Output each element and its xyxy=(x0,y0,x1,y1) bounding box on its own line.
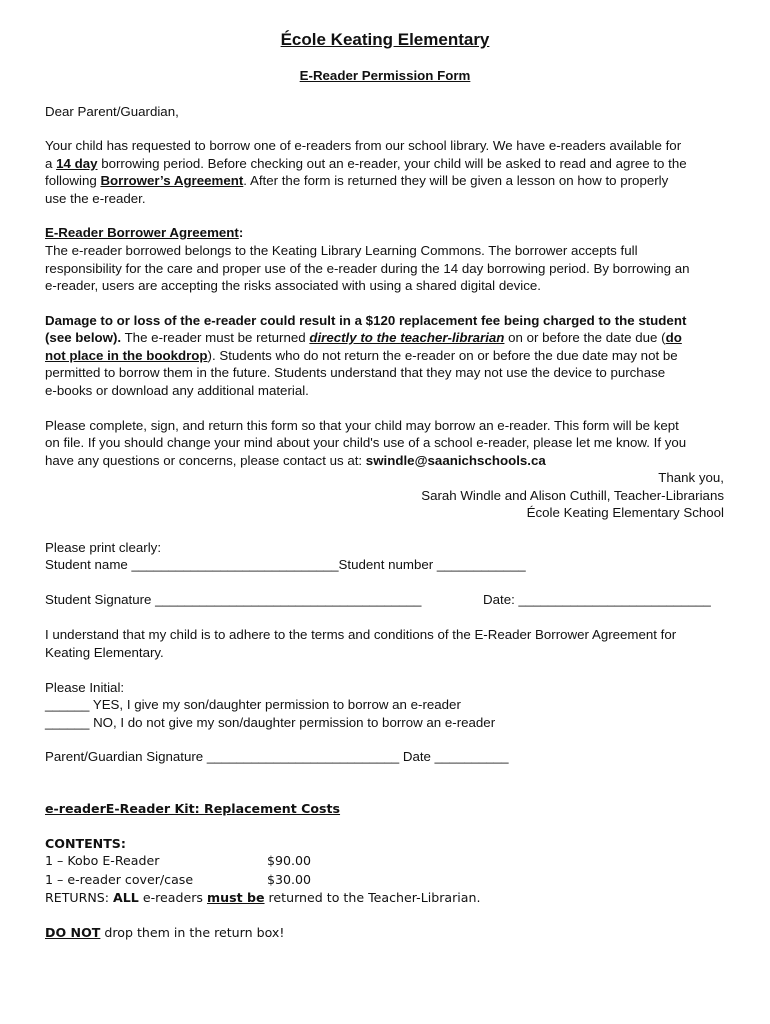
damage-line-1: Damage to or loss of the e-reader could result in a $120 replacement fee being charged to the student xyxy=(45,313,687,328)
agreement-line-2: responsibility for the care and proper use of the e-reader during the 14 day borrowing period. By borrowing an xyxy=(45,261,690,276)
kit-item-ereader: 1 – Kobo E-Reader $90.00 xyxy=(45,853,312,868)
initial-label: Please Initial: xyxy=(45,680,125,695)
agreement-line-1: The e-reader borrowed belongs to the Keating Library Learning Commons. The borrower accepts full xyxy=(45,243,638,258)
kit-contents-label: CONTENTS: xyxy=(45,836,126,851)
print-clearly-label: Please print clearly: xyxy=(45,540,162,555)
student-date-field[interactable]: Date: __________________________ xyxy=(483,592,711,607)
agreement-line-3: e-reader, users are accepting the risks associated with using a shared digital device. xyxy=(45,278,541,293)
kit-heading: e-readerE-Reader Kit: Replacement Costs xyxy=(45,801,341,816)
initial-no-field[interactable]: ______ NO, I do not give my son/daughter permission to borrow an e-reader xyxy=(45,715,496,730)
agreement-heading: E-Reader Borrower Agreement: xyxy=(45,225,244,240)
kit-donot-line: DO NOT drop them in the return box! xyxy=(45,925,285,940)
intro-line-1: Your child has requested to borrow one of e-readers from our school library. We have e-readers available for xyxy=(45,138,682,153)
contact-line-2: on file. If you should change your mind about your child's use of a school e-reader, please let me know. If you xyxy=(45,435,687,450)
damage-line-4: permitted to borrow them in the future. Students understand that they may not use the device to purchase xyxy=(45,365,666,380)
kit-returns-line: RETURNS: ALL e-readers must be returned to the Teacher-Librarian. xyxy=(45,890,481,905)
form-title: E-Reader Permission Form xyxy=(299,68,471,83)
loan-period: 14 day xyxy=(56,156,98,171)
closing-thanks: Thank you, xyxy=(658,470,724,485)
parent-signature-field[interactable]: Parent/Guardian Signature __________________________ Date __________ xyxy=(45,749,509,764)
contact-email[interactable]: swindle@saanichschools.ca xyxy=(365,453,546,468)
contact-line-1: Please complete, sign, and return this form so that your child may borrow an e-reader. This form will be kept xyxy=(45,418,679,433)
intro-line-2: a 14 day borrowing period. Before checking out an e-reader, your child will be asked to read and agree to the xyxy=(45,156,687,171)
understand-line-1: I understand that my child is to adhere to the terms and conditions of the E-Reader Borrower Agreement for xyxy=(45,627,677,642)
kit-item-cover-cost: $30.00 xyxy=(267,872,312,887)
student-signature-field[interactable]: Student Signature ____________________________________ xyxy=(45,592,422,607)
damage-line-5: e-books or download any additional material. xyxy=(45,383,309,398)
intro-line-3: following Borrower’s Agreement. After the form is returned they will be given a lesson on how to properly xyxy=(45,173,669,188)
borrowers-agreement-ref: Borrower’s Agreement xyxy=(100,173,244,188)
greeting: Dear Parent/Guardian, xyxy=(45,104,179,119)
understand-line-2: Keating Elementary. xyxy=(45,645,164,660)
kit-item-cover: 1 – e-reader cover/case $30.00 xyxy=(45,872,312,887)
intro-line-4: use the e-reader. xyxy=(45,191,146,206)
damage-line-3: not place in the bookdrop). Students who do not return the e-reader on or before the due date may not be xyxy=(45,348,678,363)
closing-school: École Keating Elementary School xyxy=(526,505,724,520)
initial-yes-field[interactable]: ______ YES, I give my son/daughter permission to borrow an e-reader xyxy=(45,697,461,712)
school-title: École Keating Elementary xyxy=(280,30,490,49)
student-name-number-field[interactable]: Student name ____________________________Student number ____________ xyxy=(45,557,526,572)
closing-names: Sarah Windle and Alison Cuthill, Teacher-Librarians xyxy=(421,488,724,503)
contact-line-3: have any questions or concerns, please contact us at: swindle@saanichschools.ca xyxy=(45,453,546,468)
kit-item-ereader-cost: $90.00 xyxy=(267,853,312,868)
damage-line-2: (see below). The e-reader must be returned directly to the teacher-librarian on or before the date due (do xyxy=(45,330,682,345)
